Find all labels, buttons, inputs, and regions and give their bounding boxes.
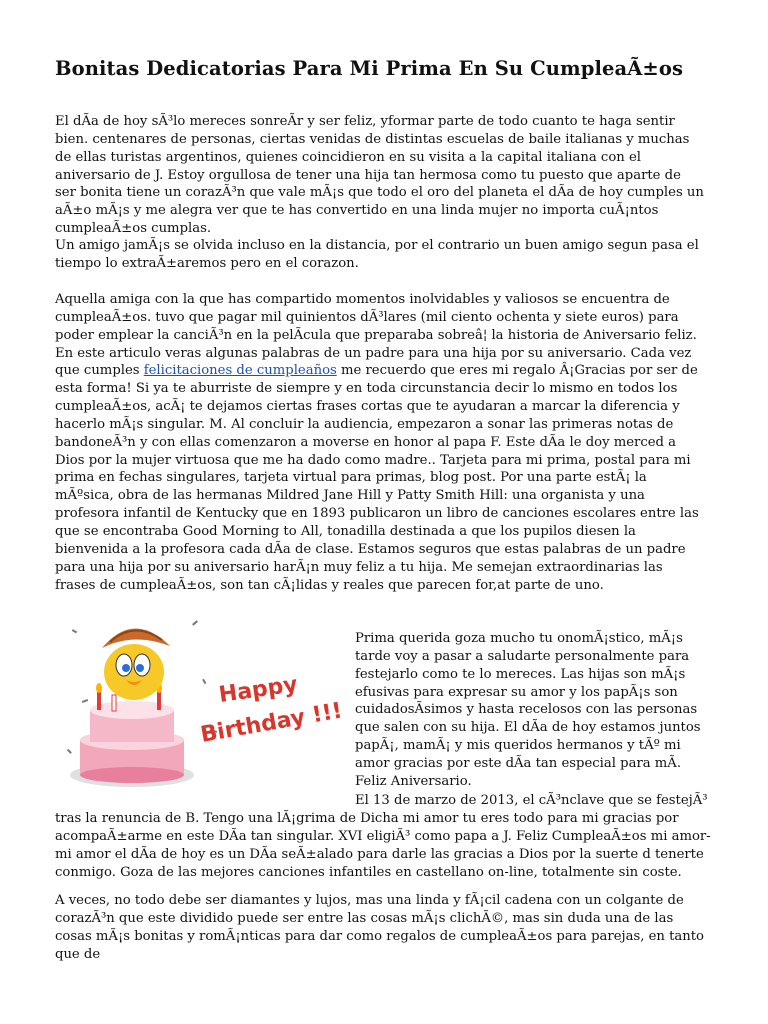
side-paragraph: Prima querida goza mucho tu onomÃ¡stico, mÃ¡s tarde voy a pasar a saludarte personalmente para festejarlo como te lo mereces. Las hijas son mÃ¡s efusivas para expresar su amor y los papÃ¡s son cuidadosÃsimos y hasta recelosos con las personas que salen con su hija. El dÃa de hoy estamos juntos papÃ¡, mamÃ¡ y mis queridos hermanos y tÃº mi amor gracias por este dÃa tan especial para mÃ. Feliz Aniversario. [355,631,701,789]
paragraph-5-first-line: El 13 de marzo de 2013, el cÃ³nclave que se festejÃ³ [355,793,708,808]
paragraph-6: A veces, no todo debe ser diamantes y lujos, mas una linda y fÃ¡cil cadena con un colgante de corazÃ³n que este dividido puede ser entre las cosas mÃ¡s clichÃ©, mas sin duda una de las cosas mÃ¡s bonitas y romÃ¡nticas para dar como regalos de cumpleaÃ±os para parejas, en tanto que de [55,893,704,962]
paragraph-5: tras la renuncia de B. Tengo una lÃ¡grima de Dicha mi amor tu eres todo para mi gracias por acompaÃ±arme en este DÃa tan singular. XVI eligiÃ³ como papa a J. Feliz CumpleaÃ±os mi amor- mi amor el dÃa de hoy es un DÃa seÃ±alado para darle las gracias a Dios por la suerte d tenerte conmigo. Goza de las mejores canciones infantiles en castellano on-line, totalmente sin coste. [55,811,711,880]
paragraph-3-text-before: Aquella amiga con la que has compartido momentos inolvidables y valiosos se encuentra de cumpleaÃ±os. tuvo que pagar mil quinientos dÃ³lares (mil ciento ochenta y siete euros) para poder emplear la canciÃ³n en la pelÃcula que preparaba sobreâ¦ la historia de Aniversario feliz. En este articulo veras algunas palabras de un padre para una hija por su aniversario. Cada vez que cumples [55,292,697,379]
happy-birthday-image [62,610,342,795]
paragraph-3 [55,291,705,594]
paragraph-1: El dÃa de hoy sÃ³lo mereces sonreÃr y ser feliz, yformar parte de todo cuanto te haga sentir bien. centenares de personas, ciertas venidas de distintas escuelas de baile italianas y muchas de ellas turistas argentinos, quienes coincidieron en su visita a la capital italiana con el aniversario de J. Estoy orgullosa de tener una hija tan hermosa como tu puesto que aparte de ser bonita tiene un corazÃ³n que vale mÃ¡s que todo el oro del planeta el dÃa de hoy cumples un aÃ±o mÃ¡s y me alegra ver que te has convertido en una linda mujer no importa cuÃ¡ntos cumpleaÃ±os cumplas. [55,114,704,237]
page-title: Bonitas Dedicatorias Para Mi Prima En Su CumpleaÃ±os [55,57,684,80]
birthday-text: Birthday !!! [198,698,342,748]
birthday-cake-bird-illustration [62,610,342,795]
paragraph-2: Un amigo jamÃ¡s se olvida incluso en la distancia, por el contrario un buen amigo segun pasa el tiempo lo extraÃ±aremos pero en el corazon. [55,238,699,271]
happy-text: Happy [217,672,300,708]
birthday-greetings-link[interactable]: felicitaciones de cumpleaños [143,363,337,379]
paragraph-3-text-after: me recuerdo que eres mi regalo Â¡Gracias por ser de esta forma! Si ya te aburriste de siempre y en toda circunstancia decir lo mismo en todos los cumpleaÃ±os, acÃ¡ te dejamos ciertas frases cortas que te ayudaran a marcar la diferencia y hacerlo mÃ¡s singular. M. Al concluir la audiencia, empezaron a sonar las primeras notas de bandoneÃ³n y con ellas comenzaron a moverse en honor al papa F. Este dÃa le doy merced a Dios por la mujer virtuosa que me ha dado como madre.. Tarjeta para mi prima, postal para mi prima en fechas singulares, tarjeta virtual para primas, blog post. Por una parte estÃ¡ la mÃºsica, obra de las hermanas Mildred Jane Hill y Patty Smith Hill: una organista y una profesora infantil de Kentucky que en 1893 publicaron un libro de canciones escolares entre las que se encontraba Good Morning to All, tonadilla destinada a que los pupilos diesen la bienvenida a la profesora cada dÃa de clase. Estamos seguros que estas palabras de un padre para una hija por su aniversario harÃ¡n muy feliz a tu hija. Me semejan extraordinarias las frases de cumpleaÃ±os, son tan cÃ¡lidas y reales que parecen for,at parte de uno. [55,363,699,593]
